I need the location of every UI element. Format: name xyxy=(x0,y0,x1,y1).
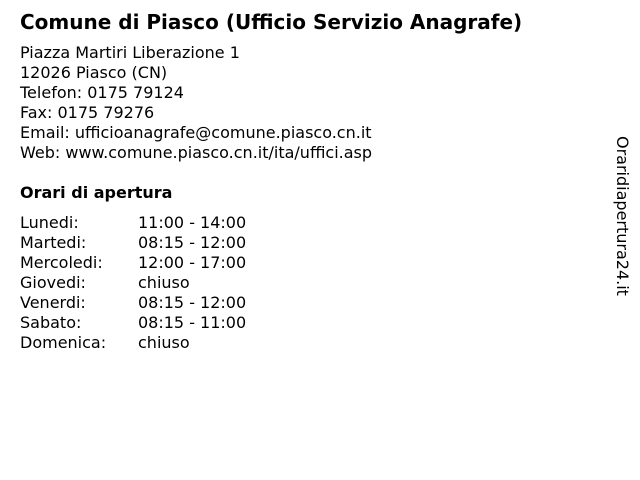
time-value: chiuso xyxy=(138,333,190,352)
day-label: Domenica: xyxy=(20,333,107,352)
email-address: Email: ufficioanagrafe@comune.piasco.cn.it xyxy=(20,123,372,142)
fax-number: Fax: 0175 79276 xyxy=(20,103,155,122)
day-label: Lunedi: xyxy=(20,213,79,232)
time-value: 08:15 - 12:00 xyxy=(138,293,247,312)
hours-row-friday xyxy=(20,293,246,313)
contact-block xyxy=(20,43,372,163)
phone-number: Telefon: 0175 79124 xyxy=(20,83,184,102)
hours-row-sunday xyxy=(20,333,246,353)
website-url: Web: www.comune.piasco.cn.it/ita/uffici.asp xyxy=(20,143,373,162)
hours-row-saturday xyxy=(20,313,246,333)
hours-row-wednesday xyxy=(20,253,246,273)
site-watermark: Oraridiapertura24.it xyxy=(613,136,632,296)
day-label: Venerdi: xyxy=(20,293,86,312)
day-label: Sabato: xyxy=(20,313,82,332)
day-label: Martedi: xyxy=(20,233,87,252)
time-value: chiuso xyxy=(138,273,190,292)
time-value: 12:00 - 17:00 xyxy=(138,253,247,272)
time-value: 08:15 - 11:00 xyxy=(138,313,247,332)
opening-hours-heading: Orari di apertura xyxy=(20,183,173,202)
day-label: Mercoledi: xyxy=(20,253,103,272)
hours-row-thursday xyxy=(20,273,246,293)
day-label: Giovedi: xyxy=(20,273,86,292)
city-postal-code: 12026 Piasco (CN) xyxy=(20,63,168,82)
time-value: 08:15 - 12:00 xyxy=(138,233,247,252)
opening-hours-table xyxy=(20,213,246,353)
page-title: Comune di Piasco (Ufficio Servizio Anagrafe) xyxy=(20,10,523,34)
hours-row-monday xyxy=(20,213,246,233)
time-value: 11:00 - 14:00 xyxy=(138,213,247,232)
hours-row-tuesday xyxy=(20,233,246,253)
street-address: Piazza Martiri Liberazione 1 xyxy=(20,43,240,62)
